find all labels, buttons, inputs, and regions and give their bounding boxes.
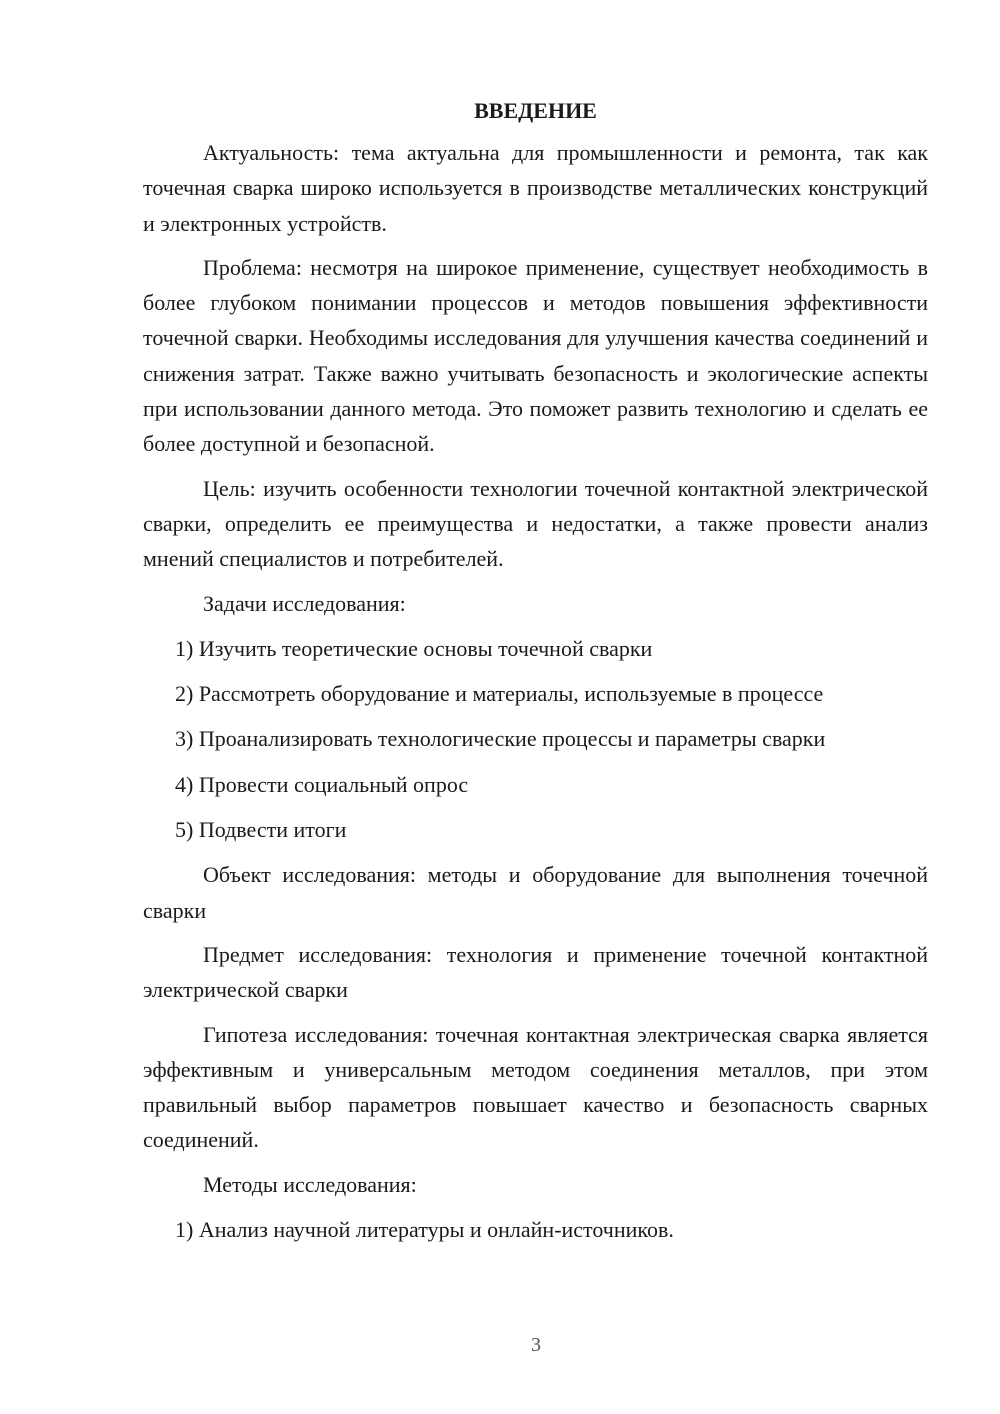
task-item-3: 3) Проанализировать технологические процессы и параметры сварки [175,726,826,752]
object-paragraph: Объект исследования: методы и оборудование для выполнения точечной сварки [143,862,928,923]
task-item-5: 5) Подвести итоги [175,817,347,843]
page-number: 3 [531,1334,541,1356]
method-item-1: 1) Анализ научной литературы и онлайн-источников. [175,1217,674,1243]
goal-paragraph: Цель: изучить особенности технологии точечной контактной электрической сварки, определить ее преимущества и недостатки, а также провести анализ мнений специалистов и потребителей. [143,475,928,572]
tasks-heading: Задачи исследования: [203,590,406,616]
page-title: ВВЕДЕНИЕ [474,98,597,123]
methods-heading: Методы исследования: [203,1171,417,1197]
task-item-2: 2) Рассмотреть оборудование и материалы, используемые в процессе [175,681,824,707]
subject-paragraph: Предмет исследования: технология и применение точечной контактной электрической сварки [143,941,928,1003]
document-page [143,95,928,1257]
relevance-paragraph: Актуальность: тема актуальна для промышленности и ремонта, так как точечная сварка широко используется в производстве металлических конструкций и электронных устройств. [143,140,928,236]
problem-paragraph: Проблема: несмотря на широкое применение, существует необходимость в более глубоком понимании процессов и методов повышения эффективности точечной сварки. Необходимы исследования для улучшения качества соединений и снижения затрат. Также важно учитывать безопасность и экологические аспекты при использовании данного метода. Это поможет развить технологию и сделать ее более доступной и безопасной. [143,254,928,457]
task-item-1: 1) Изучить теоретические основы точечной сварки [175,635,653,661]
task-item-4: 4) Провести социальный опрос [175,771,469,797]
hypothesis-paragraph: Гипотеза исследования: точечная контактная электрическая сварка является эффективным и универсальным методом соединения металлов, при этом правильный выбор параметров повышает качество и безопасность сварных соединений. [143,1021,928,1153]
